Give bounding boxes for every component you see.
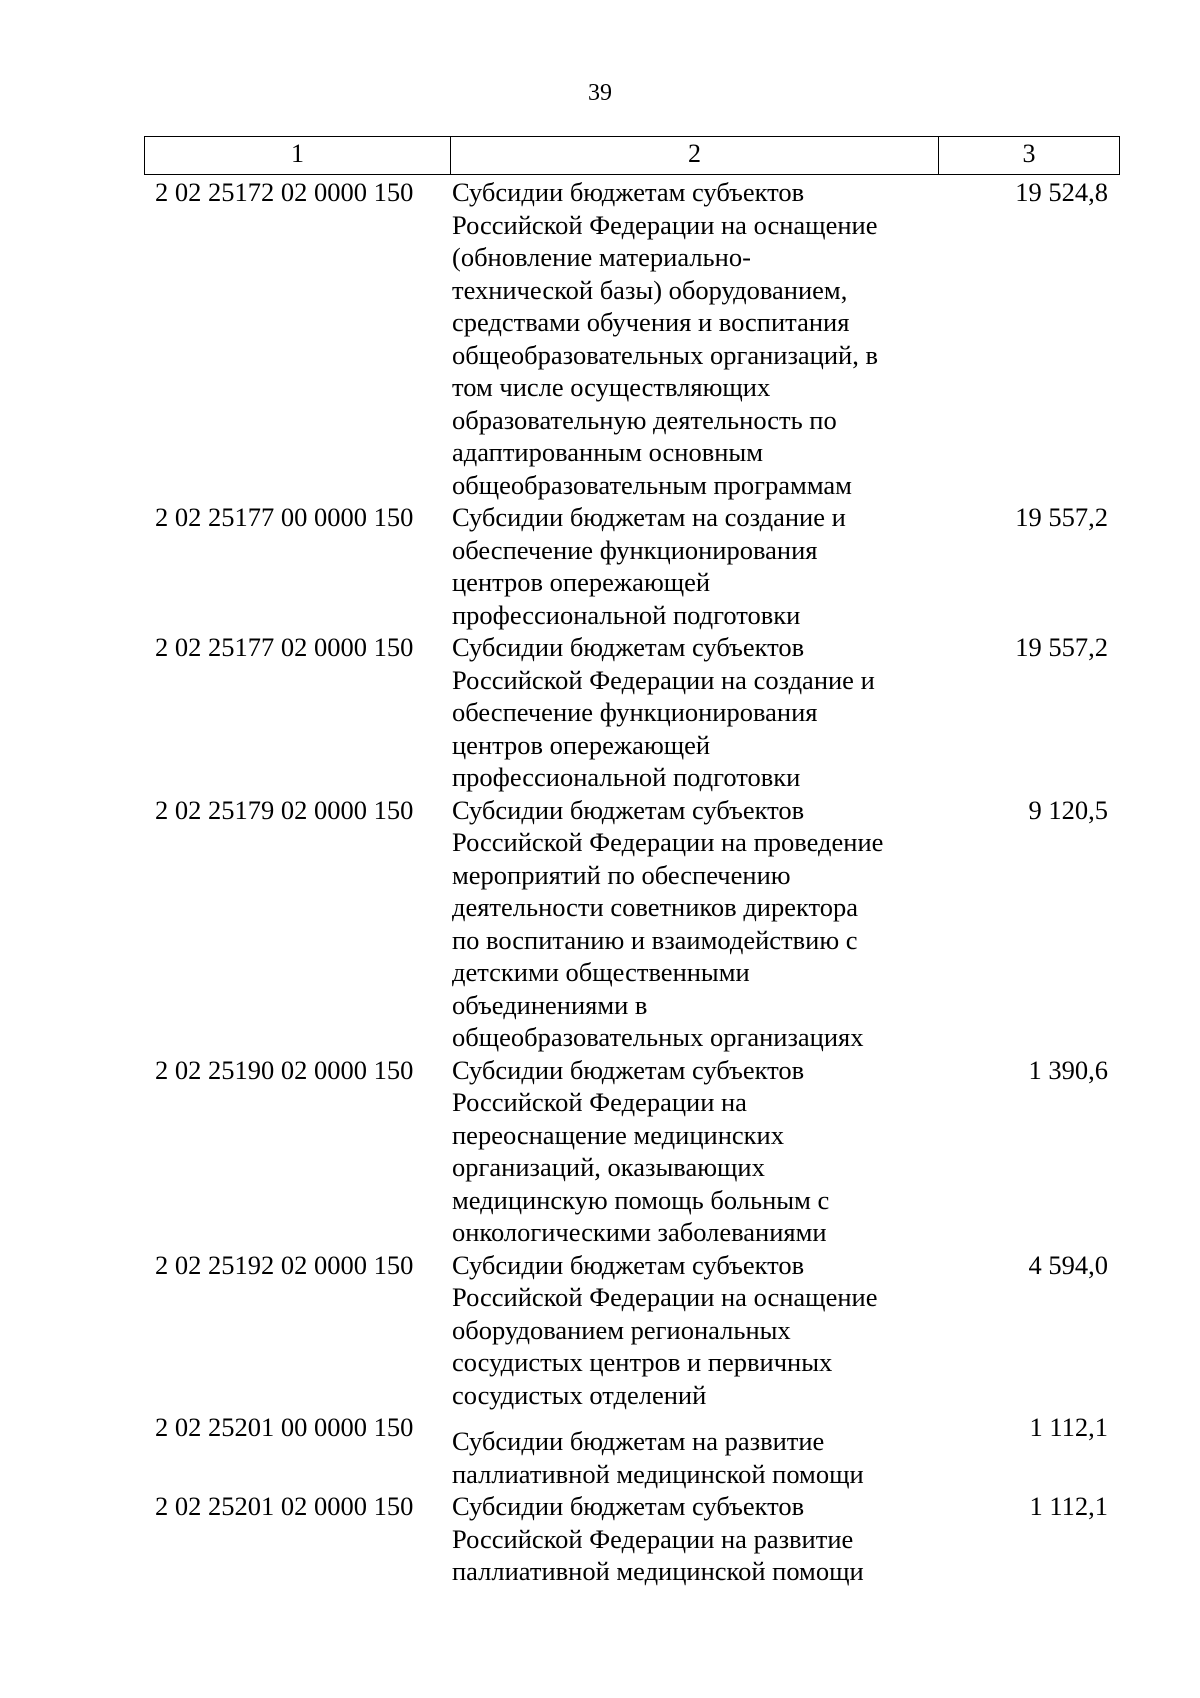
description-line: деятельности советников директора	[452, 892, 859, 922]
description-line: том числе осуществляющих	[452, 372, 771, 402]
description	[434, 1411, 924, 1490]
table-row	[144, 176, 1120, 501]
amount: 19 557,2	[1015, 502, 1108, 532]
amount: 4 594,0	[1028, 1249, 1108, 1280]
table-row	[144, 1411, 1120, 1490]
amount: 1 112,1	[1029, 1491, 1108, 1521]
description-line: переоснащение медицинских	[452, 1119, 784, 1150]
description-line: Российской Федерации на проведение	[452, 827, 884, 857]
description-line: Субсидии бюджетам субъектов	[452, 794, 805, 825]
description-line: Субсидии бюджетам субъектов	[452, 1054, 805, 1085]
description-line: детскими общественными	[452, 957, 750, 987]
description-line: сосудистых центров и первичных	[452, 1347, 833, 1377]
description-line: образовательную деятельность по	[452, 404, 837, 435]
description-line: Субсидии бюджетам субъектов	[452, 1249, 805, 1280]
description	[434, 1054, 924, 1249]
table-row	[144, 794, 1120, 1054]
table-row	[144, 1054, 1120, 1249]
description-line: паллиативной медицинской помощи	[452, 1556, 864, 1586]
description-line: общеобразовательных организаций, в	[452, 339, 878, 370]
table-row	[144, 1249, 1120, 1412]
description-line: Российской Федерации на оснащение	[452, 209, 878, 240]
budget-code: 2 02 25177 00 0000 150	[155, 502, 414, 532]
description-line: Субсидии бюджетам субъектов	[452, 632, 805, 662]
description-line: Субсидии бюджетам на развитие	[452, 1426, 825, 1456]
description-line: по воспитанию и взаимодействию с	[452, 924, 858, 955]
description-line: мероприятий по обеспечению	[452, 859, 791, 890]
table-row	[144, 501, 1120, 631]
description-line: паллиативной медицинской помощи	[452, 1458, 864, 1489]
budget-code: 2 02 25190 02 0000 150	[155, 1054, 414, 1085]
description-line: Российской Федерации на создание и	[452, 664, 875, 695]
description-line: общеобразовательным программам	[452, 469, 852, 500]
column-header-3: 3	[1022, 139, 1036, 168]
table-body	[144, 176, 1120, 1588]
amount: 1 390,6	[1028, 1054, 1108, 1085]
description-line: адаптированным основным	[452, 437, 763, 467]
table-row	[144, 1490, 1120, 1588]
description-line: (обновление материально-	[452, 242, 751, 272]
description-line: Российской Федерации на оснащение	[452, 1282, 878, 1312]
amount: 19 524,8	[1015, 177, 1108, 207]
description-line: объединениями в	[452, 989, 648, 1020]
description-line: онкологическими заболеваниями	[452, 1217, 827, 1247]
amount: 1 112,1	[1029, 1412, 1108, 1442]
description	[434, 631, 924, 794]
description-line: обеспечение функционирования	[452, 697, 818, 727]
description-line: оборудованием региональных	[452, 1314, 791, 1345]
column-header-2: 2	[451, 137, 939, 174]
table-row	[144, 631, 1120, 794]
description-line: Субсидии бюджетам субъектов	[452, 177, 805, 207]
budget-code: 2 02 25201 00 0000 150	[155, 1412, 414, 1442]
description	[434, 501, 924, 631]
budget-code: 2 02 25172 02 0000 150	[155, 177, 414, 207]
description-line: Субсидии бюджетам на создание и	[452, 502, 846, 532]
description-line: Субсидии бюджетам субъектов	[452, 1491, 805, 1521]
budget-code: 2 02 25179 02 0000 150	[155, 794, 414, 825]
description	[434, 176, 924, 501]
table-header-row	[144, 136, 1120, 175]
description-line: профессиональной подготовки	[452, 762, 801, 792]
description-line: Российской Федерации на	[452, 1087, 747, 1117]
description-line: профессиональной подготовки	[452, 599, 801, 630]
description	[434, 1490, 924, 1588]
description-line: технической базы) оборудованием,	[452, 274, 848, 305]
amount: 9 120,5	[1028, 794, 1108, 825]
budget-code: 2 02 25201 02 0000 150	[155, 1491, 414, 1521]
description-line: средствами обучения и воспитания	[452, 307, 850, 337]
description-line: Российской Федерации на развитие	[452, 1523, 854, 1554]
column-header-1: 1	[145, 137, 451, 174]
amount: 19 557,2	[1015, 632, 1108, 662]
description-line: медицинскую помощь больным с	[452, 1184, 830, 1215]
description-line: организаций, оказывающих	[452, 1152, 765, 1182]
budget-code: 2 02 25177 02 0000 150	[155, 632, 414, 662]
description-line: сосудистых отделений	[452, 1379, 707, 1410]
page-number: 39	[588, 80, 612, 106]
description-line: обеспечение функционирования	[452, 534, 818, 565]
description-line: общеобразовательных организациях	[452, 1022, 864, 1052]
budget-code: 2 02 25192 02 0000 150	[155, 1249, 414, 1280]
description-line: центров опережающей	[452, 729, 711, 760]
description-line: центров опережающей	[452, 567, 711, 597]
description	[434, 1249, 924, 1412]
description	[434, 794, 924, 1054]
